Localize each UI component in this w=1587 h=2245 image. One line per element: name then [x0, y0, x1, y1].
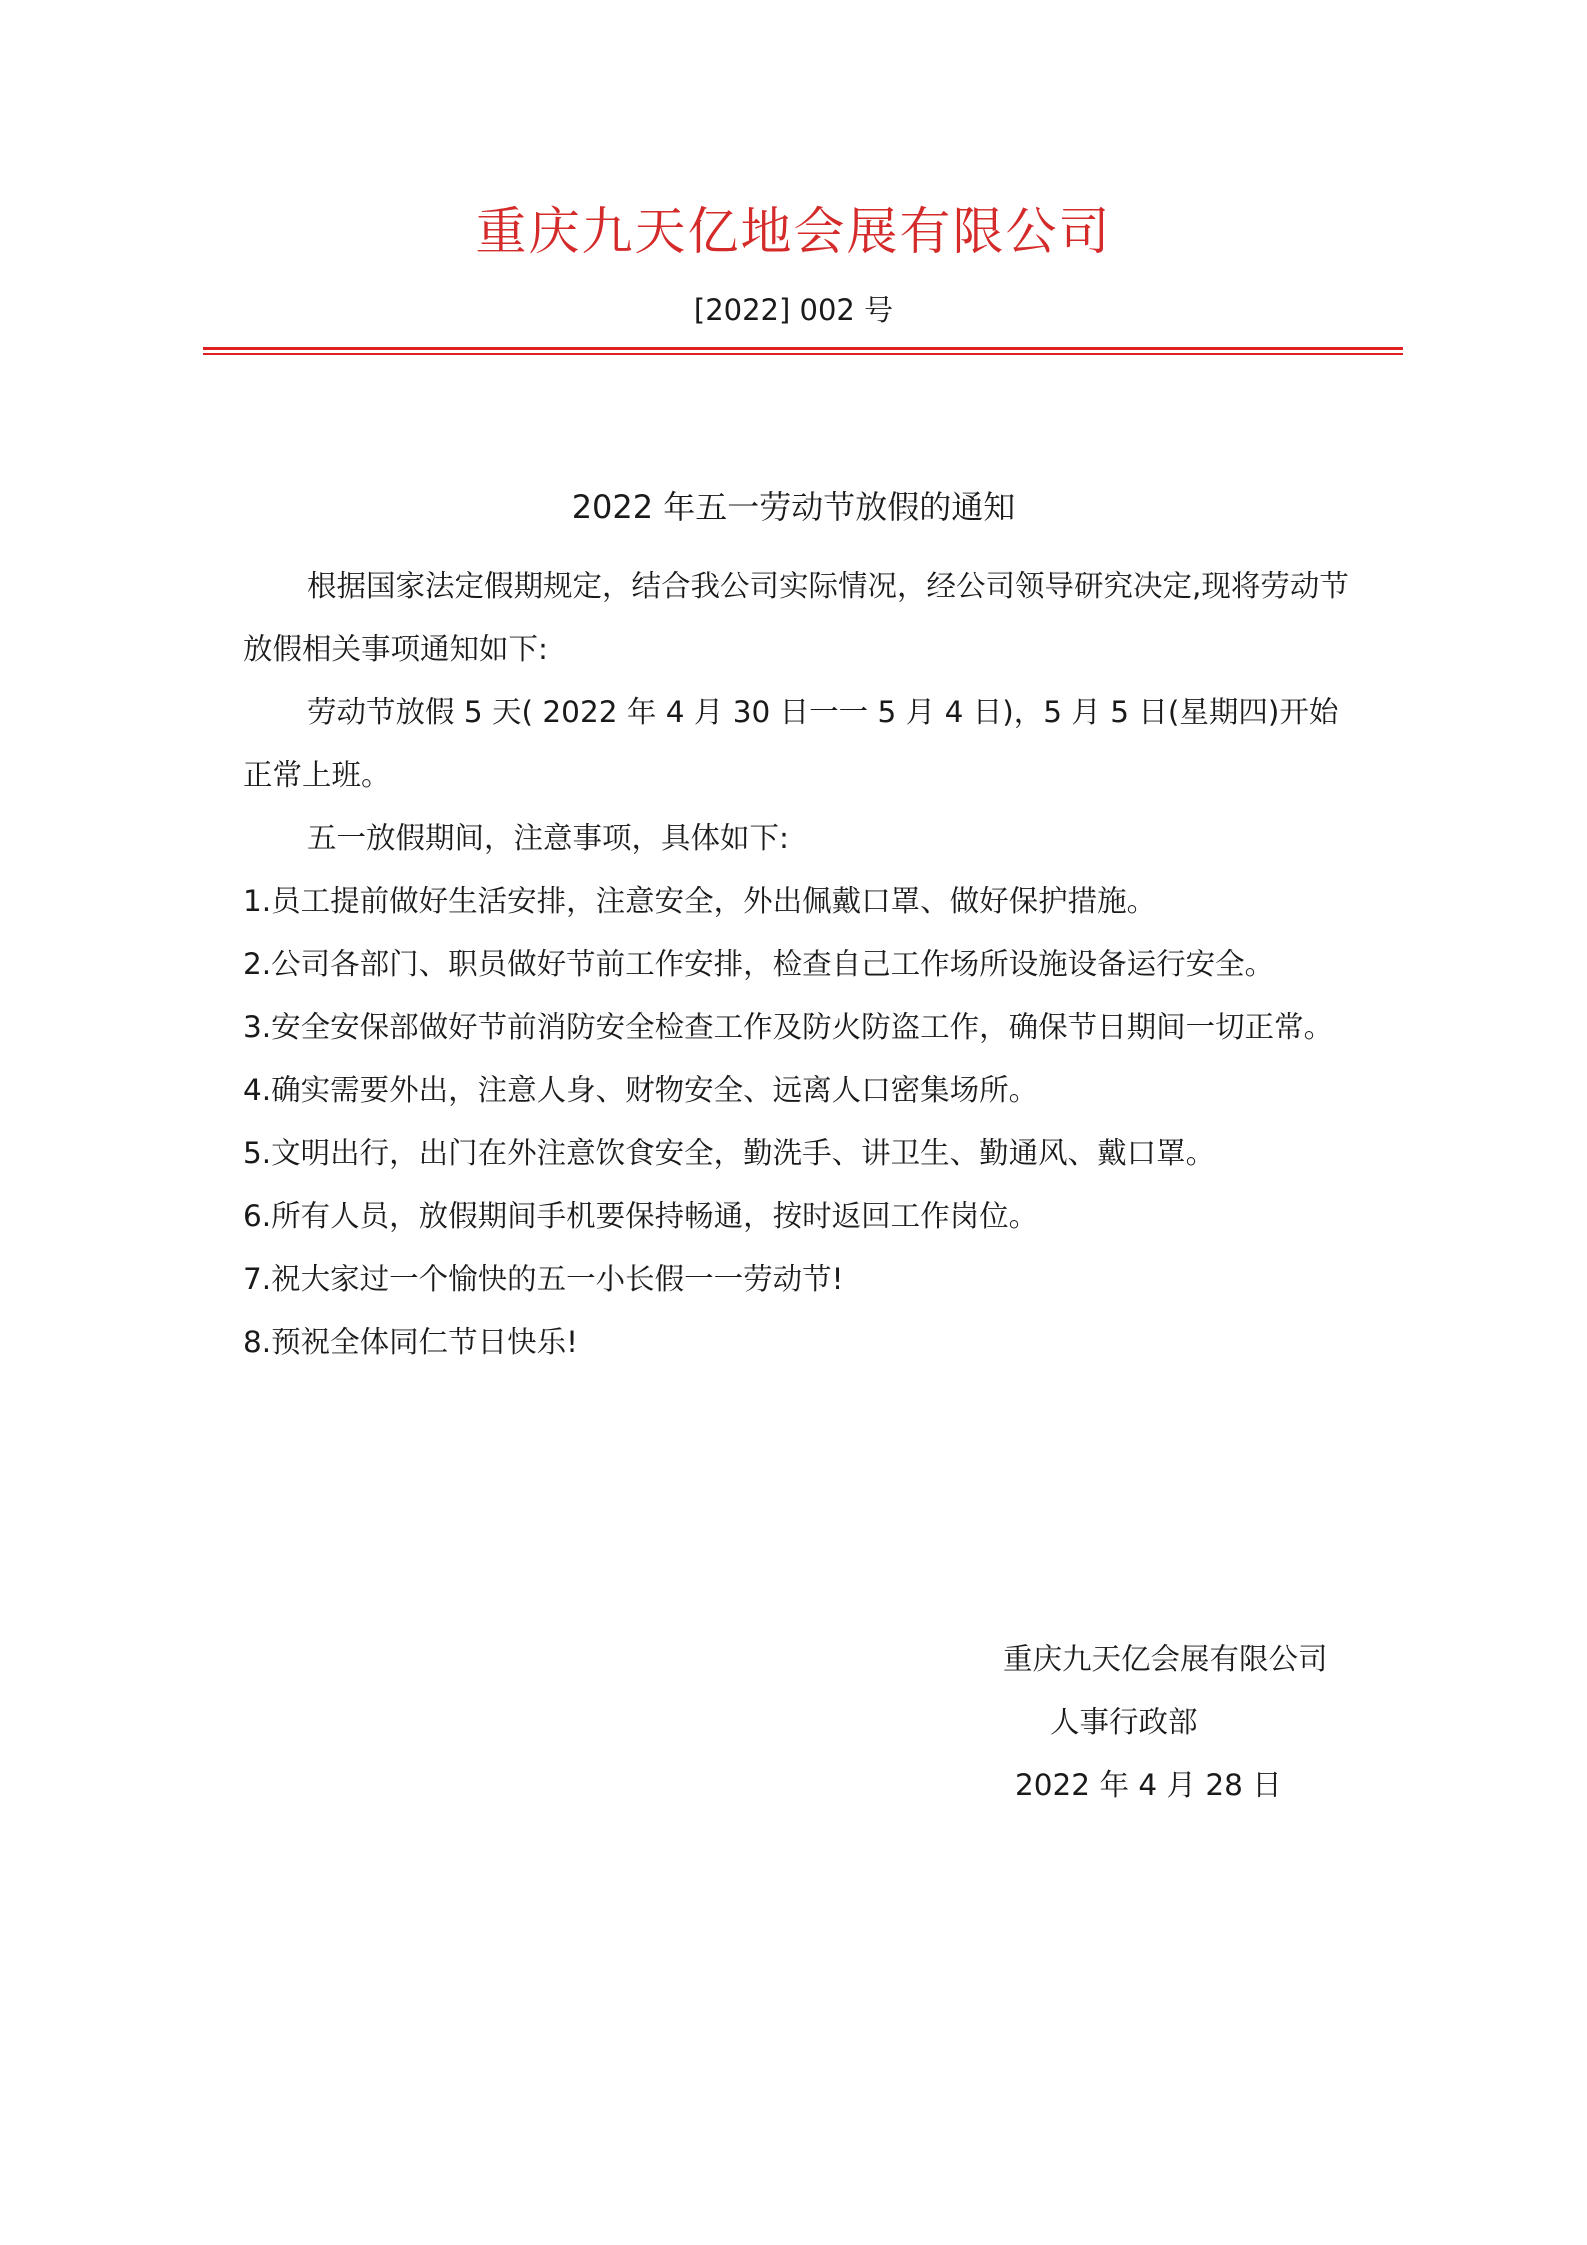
list-item: 7.祝大家过一个愉快的五一小长假一一劳动节!	[243, 1262, 844, 1296]
list-item: 8.预祝全体同仁节日快乐!	[243, 1325, 578, 1359]
signature-company: 重庆九天亿会展有限公司	[1003, 1642, 1328, 1676]
intro-paragraph: 根据国家法定假期规定，结合我公司实际情况，经公司领导研究决定,现将劳动节放假相关事项通知如下:	[243, 569, 1349, 666]
company-letterhead-title: 重庆九天亿地会展有限公司	[475, 203, 1112, 262]
notice-title: 2022 年五一劳动节放假的通知	[571, 488, 1016, 526]
notice-body	[243, 555, 1363, 1374]
holiday-dates-paragraph: 劳动节放假 5 天( 2022 年 4 月 30 日一一 5 月 4 日)，5 月 5 日(星期四)开始正常上班。	[243, 695, 1339, 792]
list-item: 4.确实需要外出，注意人身、财物安全、远离人口密集场所。	[243, 1073, 1039, 1107]
list-item: 5.文明出行，出门在外注意饮食安全，勤洗手、讲卫生、勤通风、戴口罩。	[243, 1136, 1216, 1170]
list-item: 2.公司各部门、职员做好节前工作安排，检查自己工作场所设施设备运行安全。	[243, 947, 1275, 981]
document-number: [2022] 002 号	[693, 293, 894, 327]
signature-date: 2022 年 4 月 28 日	[1015, 1768, 1282, 1802]
signature-department: 人事行政部	[1050, 1705, 1198, 1739]
precautions-heading: 五一放假期间，注意事项，具体如下:	[307, 821, 789, 855]
list-item: 6.所有人员，放假期间手机要保持畅通，按时返回工作岗位。	[243, 1199, 1039, 1233]
list-item: 1.员工提前做好生活安排，注意安全，外出佩戴口罩、做好保护措施。	[243, 884, 1157, 918]
letterhead-rule-thick	[203, 347, 1403, 350]
letterhead-rule-thin	[203, 353, 1403, 355]
list-item: 3.安全安保部做好节前消防安全检查工作及防火防盗工作，确保节日期间一切正常。	[243, 1010, 1334, 1044]
